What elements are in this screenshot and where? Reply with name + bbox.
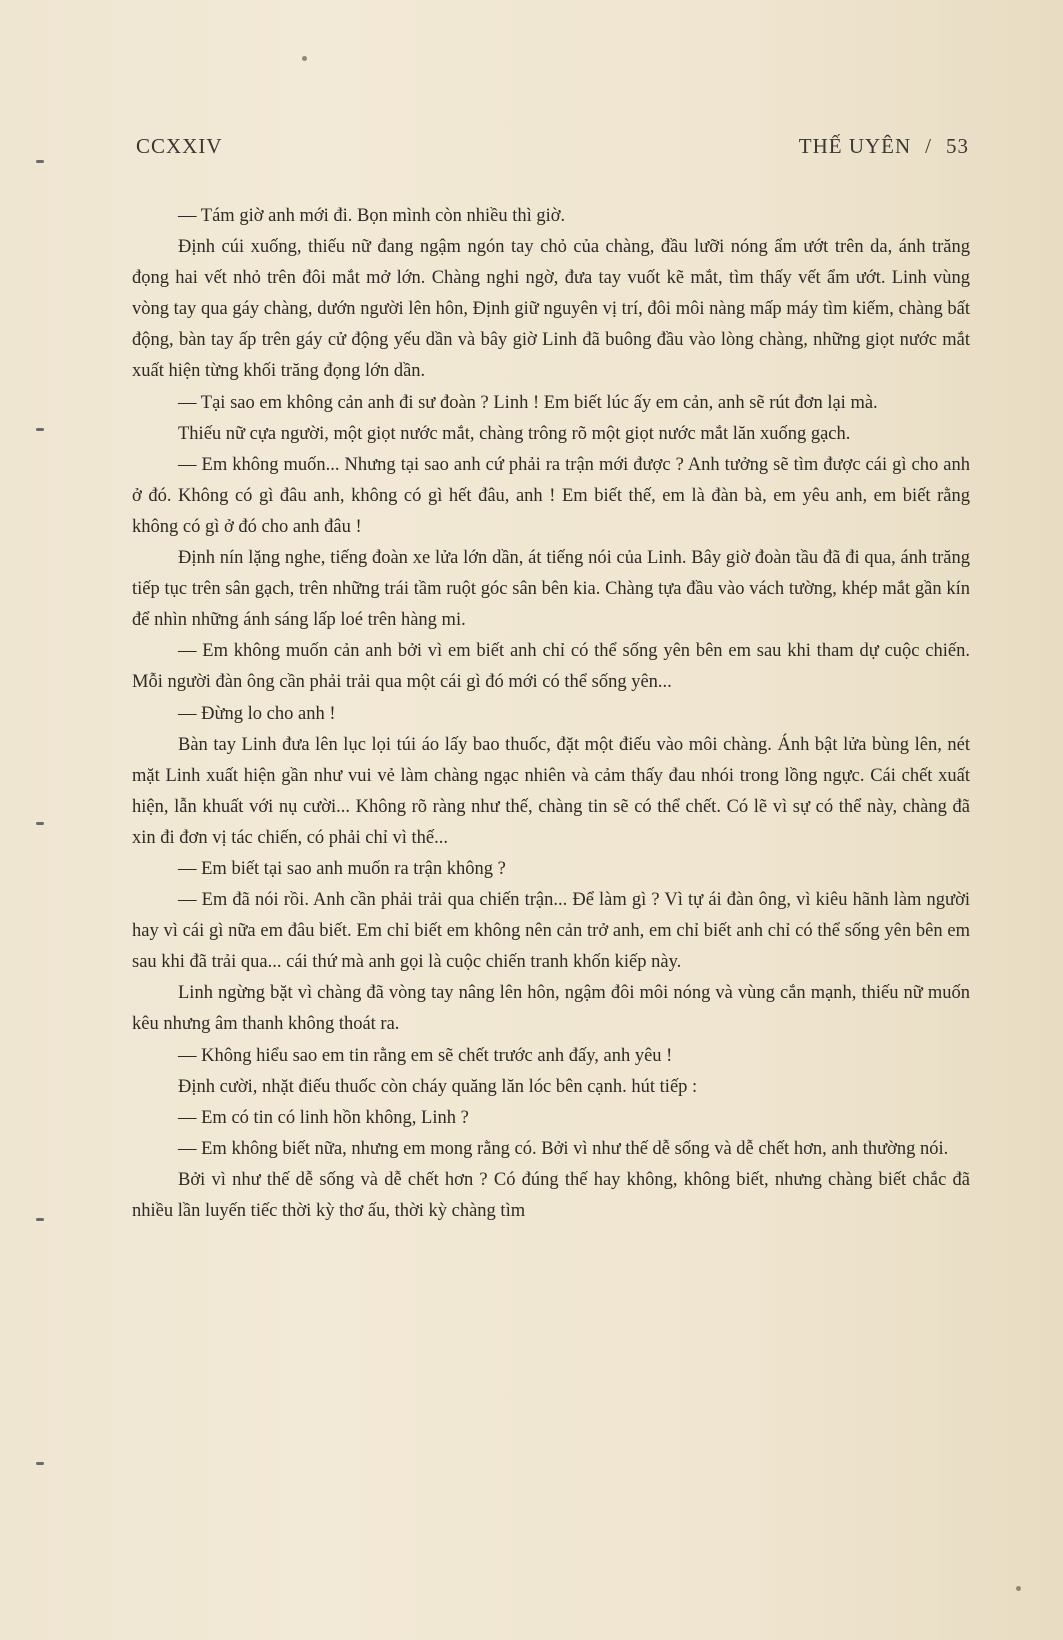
paragraph: — Em đã nói rồi. Anh cần phải trải qua chiến trận... Để làm gì ? Vì tự ái đàn ông, vì kiêu hãnh làm người hay vì cái gì nữa em đâu biết. Em chỉ biết em không nên cản trở anh, em chỉ biết anh chỉ có thể sống yên bên em sau khi đã trải qua... cái thứ mà anh gọi là cuộc chiến tranh khốn kiếp này. bbox=[132, 890, 970, 973]
paragraph: — Em không muốn... Nhưng tại sao anh cứ phải ra trận mới được ? Anh tưởng sẽ tìm được cái gì cho anh ở đó. Không có gì đâu anh, không có gì hết đâu, anh ! Em biết thế, em là đàn bà, em yêu anh, em biết rằng không có gì ở đó cho anh đâu ! bbox=[132, 454, 970, 537]
paragraph: — Em biết tại sao anh muốn ra trận không ? bbox=[178, 858, 506, 879]
punch-mark bbox=[36, 1218, 44, 1221]
page-number: 53 bbox=[946, 134, 969, 158]
paragraph: Định nín lặng nghe, tiếng đoàn xe lửa lớn dần, át tiếng nói của Linh. Bây giờ đoàn tầu đã đi qua, ánh trăng tiếp tục trên sân gạch, trên những trái tầm ruột góc sân bên kia. Chàng tựa đầu vào vách tường, khép mắt gần kín để nhìn những ánh sáng lấp loé trên hàng mi. bbox=[132, 548, 970, 631]
paragraph: Thiếu nữ cựa người, một giọt nước mắt, chàng trông rõ một giọt nước mắt lăn xuống gạch. bbox=[178, 423, 851, 444]
paragraph: — Em không biết nữa, nhưng em mong rằng có. Bởi vì như thế dễ sống và dễ chết hơn, anh thường nói. bbox=[178, 1138, 949, 1159]
author-title: THẾ UYÊN bbox=[798, 134, 912, 158]
paragraph: — Đừng lo cho anh ! bbox=[178, 703, 336, 724]
punch-mark bbox=[36, 428, 44, 431]
running-title bbox=[799, 134, 969, 159]
chapter-number: CCXXIV bbox=[136, 134, 223, 158]
paragraph: — Không hiểu sao em tin rằng em sẽ chết trước anh đấy, anh yêu ! bbox=[178, 1045, 673, 1066]
body-text bbox=[132, 201, 970, 1227]
paragraph: Linh ngừng bặt vì chàng đã vòng tay nâng lên hôn, ngậm đôi môi nóng và vùng cắn mạnh, thiếu nữ muốn kêu nhưng âm thanh không thoát ra. bbox=[132, 983, 970, 1035]
paragraph: Bởi vì như thế dễ sống và dễ chết hơn ? Có đúng thế hay không, không biết, nhưng chàng biết chắc đã nhiều lần luyến tiếc thời kỳ thơ ấu, thời kỳ chàng tìm bbox=[132, 1169, 970, 1221]
paragraph: Định cười, nhặt điếu thuốc còn cháy quăng lăn lóc bên cạnh. hút tiếp : bbox=[178, 1076, 698, 1097]
paragraph: — Em không muốn cản anh bởi vì em biết anh chỉ có thể sống yên bên em sau khi tham dự cuộc chiến. Mỗi người đàn ông cần phải trải qua một cái gì đó mới có thể sống yên... bbox=[132, 641, 970, 693]
header-separator: / bbox=[925, 134, 932, 158]
ink-spot bbox=[302, 56, 307, 61]
paragraph: Định cúi xuống, thiếu nữ đang ngậm ngón tay chỏ của chàng, đầu lưỡi nóng ẩm ướt trên da, ánh trăng đọng hai vết nhỏ trên đôi mắt mở lớn. Chàng nghi ngờ, đưa tay vuốt kẽ mắt, tìm thấy vết ẩm ướt. Linh vùng vòng tay qua gáy chàng, dướn người lên hôn, Định giữ nguyên vị trí, đôi môi nàng mấp máy tìm kiếm, chàng bất động, bàn tay ấp trên gáy cử động yếu dần và bây giờ Linh đã buông đầu vào lòng chàng, những giọt nước mắt xuất hiện từng khối trăng đọng lớn dần. bbox=[132, 237, 970, 382]
punch-mark bbox=[36, 822, 44, 825]
ink-spot bbox=[1016, 1586, 1021, 1591]
page-header bbox=[136, 134, 969, 166]
punch-mark bbox=[36, 160, 44, 163]
punch-mark bbox=[36, 1462, 44, 1465]
paragraph: — Tại sao em không cản anh đi sư đoàn ? Linh ! Em biết lúc ấy em cản, anh sẽ rút đơn lại mà. bbox=[178, 392, 878, 413]
paragraph: — Em có tin có linh hồn không, Linh ? bbox=[178, 1107, 469, 1128]
paragraph: — Tám giờ anh mới đi. Bọn mình còn nhiều thì giờ. bbox=[178, 206, 566, 226]
paragraph: Bàn tay Linh đưa lên lục lọi túi áo lấy bao thuốc, đặt một điếu vào môi chàng. Ánh bật lửa bùng lên, nét mặt Linh xuất hiện gần như vui vẻ làm chàng ngạc nhiên và cảm thấy đau nhói trong lồng ngực. Cái chết xuất hiện, lẫn khuất với nụ cười... Không rõ ràng như thế, chàng tin sẽ có thể chết. Có lẽ vì sự có thể này, chàng đã xin đi đơn vị tác chiến, có phải chỉ vì thế... bbox=[132, 734, 970, 848]
